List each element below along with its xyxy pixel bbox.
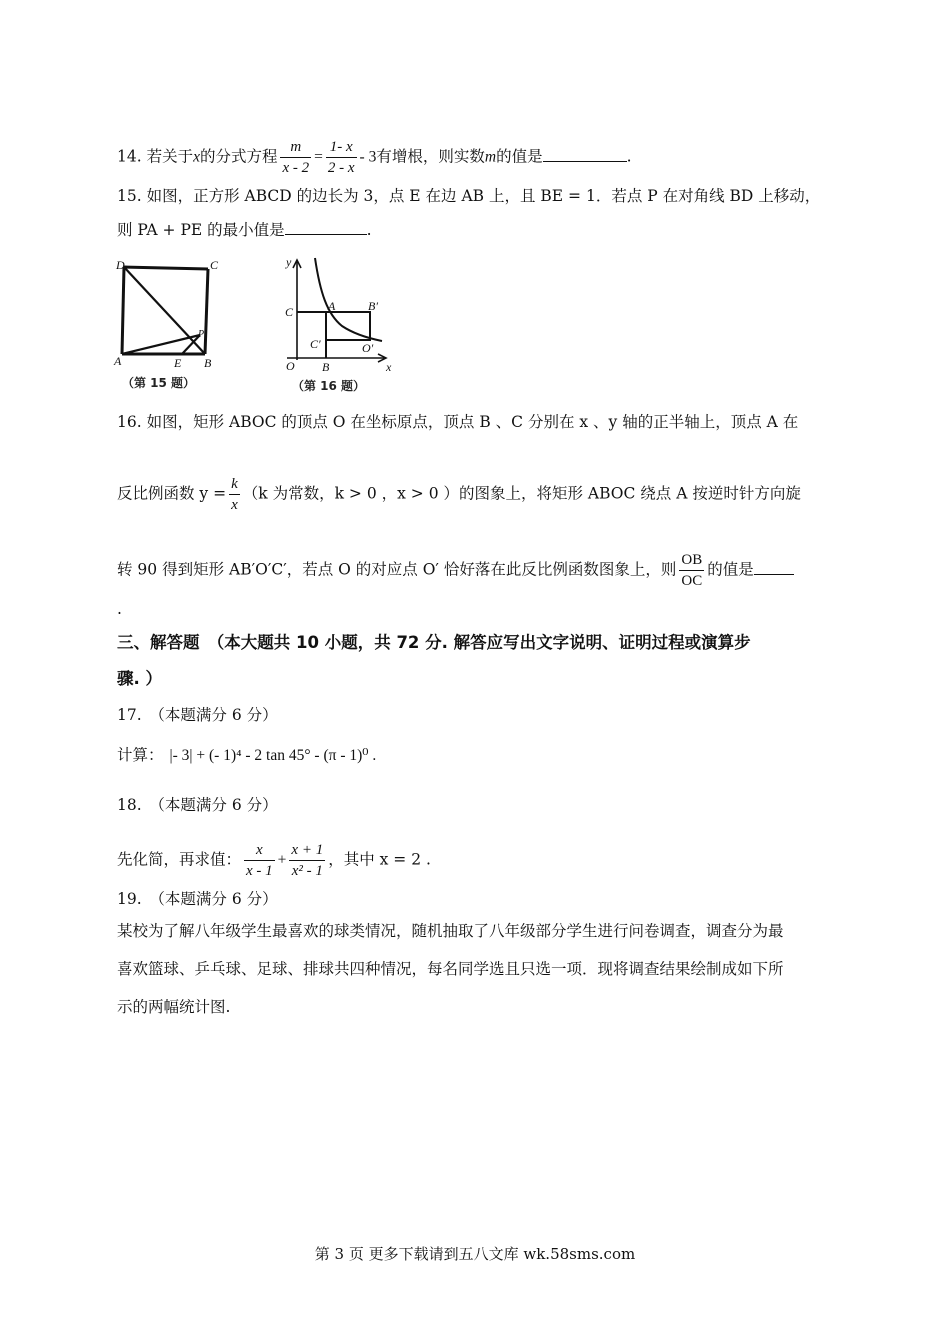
q15-line-1: 15. 如图，正方形 ABCD 的边长为 3，点 E 在边 AB 上，且 BE = 1．若点 P 在对角线 BD 上移动， (117, 187, 821, 205)
q16-frac-oc: OC (681, 573, 703, 589)
q14-fraction-1 (280, 137, 311, 178)
q14-var-m: m (484, 148, 497, 166)
q16-answer-blank (754, 560, 794, 575)
q16-line-3-text-b: 的值是 (707, 560, 754, 579)
figure-15-label-p: P (198, 329, 205, 340)
figure-16-label-x: x (386, 360, 392, 374)
q18-fraction-1 (244, 840, 275, 881)
q18-frac1-numerator: x (244, 840, 275, 861)
q14-prefix: 14. 若关于 (117, 147, 194, 166)
q16-line-1: 16. 如图，矩形 ABOC 的顶点 O 在坐标原点，顶点 B 、C 分别在 x 、y 轴的正半轴上，顶点 A 在 (117, 413, 799, 431)
q14-frac2-denominator: 2 - x (327, 160, 355, 176)
q19-heading: 19. （本题满分 6 分） (117, 890, 278, 908)
figure-16-label-o-prime: O′ (362, 341, 374, 355)
question-14 (117, 137, 632, 178)
q14-minus-three: - 3 (359, 148, 377, 166)
q14-equals: = (314, 148, 323, 166)
q17-heading: 17. （本题满分 6 分） (117, 706, 278, 724)
q14-frac2-numerator: 1- x (326, 137, 357, 158)
figure-16-caption: （第 16 题） (292, 379, 366, 393)
figure-15-label-a: A (114, 354, 122, 368)
q15-answer-blank (285, 220, 367, 235)
q14-end: . (626, 147, 632, 166)
q18-fraction-2 (289, 840, 325, 881)
q16-frac-numerator: k (229, 474, 240, 495)
q15-line-2 (117, 219, 372, 241)
figure-15 (110, 255, 230, 395)
section-3-heading-line-2: 骤. ） (117, 669, 163, 688)
q14-fraction-2 (326, 137, 357, 178)
figure-15-label-c: C (210, 258, 219, 272)
q18-frac2-denominator: x² - 1 (291, 863, 323, 879)
q18-plus: + (277, 851, 287, 869)
q16-line-3 (117, 550, 794, 591)
figure-16-label-b-prime: B′ (368, 299, 378, 313)
q16-line-4: . (117, 600, 122, 618)
q16-frac-denominator: x (231, 497, 238, 513)
figure-16-rectangle-aboc (297, 312, 326, 358)
figure-15-segment-pa (122, 335, 200, 354)
q18-body (117, 840, 431, 881)
q18-heading: 18. （本题满分 6 分） (117, 796, 278, 814)
figure-16-label-c-prime: C′ (310, 337, 321, 351)
q14-text-a: 的分式方程 (199, 147, 278, 166)
figure-16 (282, 252, 397, 397)
q19-line-1: 某校为了解八年级学生最喜欢的球类情况，随机抽取了八年级部分学生进行问卷调查，调查分为最 (117, 922, 784, 940)
q14-frac1-denominator: x - 2 (282, 160, 310, 176)
q14-answer-blank (543, 147, 627, 162)
q17-label: 计算： (117, 746, 164, 764)
figure-16-label-c: C (285, 305, 294, 319)
figure-15-caption: （第 15 题） (122, 376, 196, 390)
q19-line-3: 示的两幅统计图. (117, 998, 231, 1016)
q14-text-c: 的值是 (496, 147, 543, 166)
q16-line-3-text-a: 转 90 得到矩形 AB′O′C′，若点 O 的对应点 O′ 恰好落在此反比例函数图象上，则 (117, 560, 677, 579)
q17-expression: |- 3| + (- 1)⁴ - 2 tan 45° - (π - 1)⁰ . (169, 747, 377, 764)
page-footer: 第 3 页 更多下载请到五八文库 wk.58sms.com (314, 1245, 636, 1263)
q18-frac2-numerator: x + 1 (289, 840, 325, 861)
figure-15-label-e: E (174, 356, 182, 370)
q18-label: 先化简，再求值： (117, 850, 242, 869)
q16-fraction-k-over-x (229, 474, 240, 515)
q15-line-2-end: . (366, 221, 372, 239)
figure-16-label-b: B (322, 360, 330, 374)
figure-15-label-b: B (204, 356, 212, 370)
q16-frac-ob: OB (679, 550, 704, 571)
q14-var-x: x (193, 148, 200, 166)
q15-line-2-text: 则 PA + PE 的最小值是 (117, 221, 285, 239)
q16-line-2 (117, 474, 801, 515)
figure-15-label-d: D (116, 258, 125, 272)
figure-16-label-o: O (286, 359, 295, 373)
q18-frac1-denominator: x - 1 (246, 863, 273, 879)
section-3-heading-line-1: 三、解答题 （本大题共 10 小题，共 72 分. 解答应写出文字说明、证明过程或演算步 (117, 633, 751, 652)
q14-frac1-numerator: m (280, 137, 311, 158)
q14-text-b: 有增根，则实数 (376, 147, 485, 166)
q19-line-2: 喜欢篮球、乒乓球、足球、排球共四种情况，每名同学选且只选一项．现将调查结果绘制成如下所 (117, 960, 784, 978)
q16-line-2-text-b: （k 为常数，k > 0 ，x > 0 ）的图象上，将矩形 ABOC 绕点 A 按逆时针方向旋 (242, 484, 801, 503)
figure-16-label-a: A (328, 299, 336, 313)
figure-15-lines (122, 267, 205, 354)
q16-line-2-text-a: 反比例函数 y = (117, 484, 227, 503)
q17-body (117, 744, 376, 767)
figure-16-label-y: y (286, 255, 292, 269)
q16-fraction-ob-oc (679, 550, 704, 591)
q18-tail: ，其中 x = 2 . (328, 850, 431, 869)
